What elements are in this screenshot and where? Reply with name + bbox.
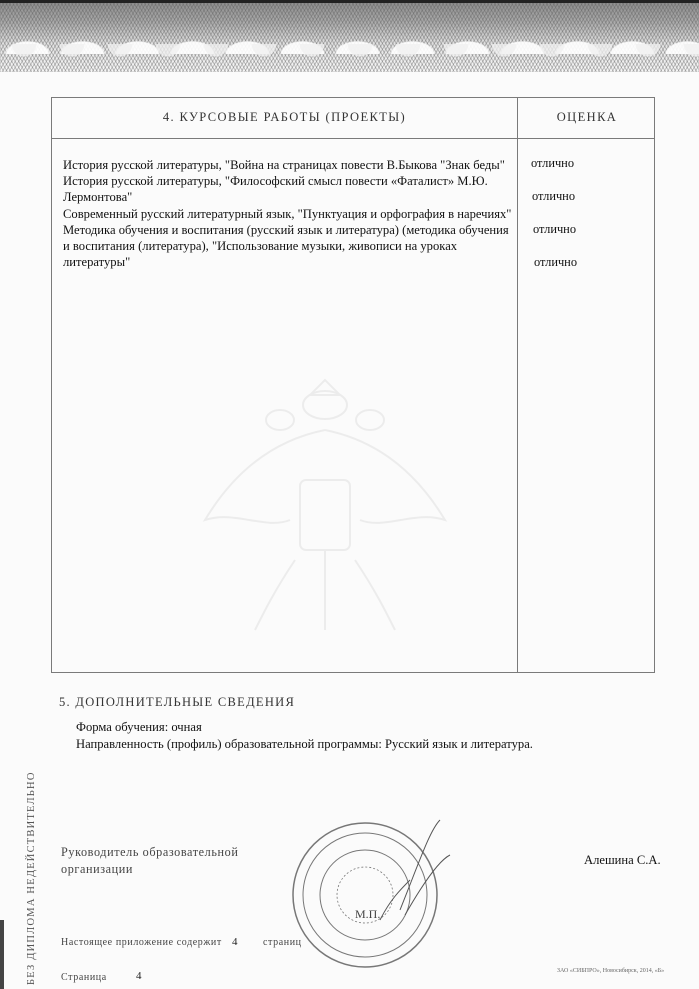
coursework-title: Методика обучения и воспитания (русский язык и литература) (методика обучения и воспитания (литература), "Использование музыки, живописи на уроках литературы" <box>63 222 509 270</box>
coursework-grade: отлично <box>531 156 575 170</box>
program-profile: Направленность (профиль) образовательной программы: Русский язык и литература. <box>76 737 533 751</box>
coursework-title: История русской литературы, "Философский смысл повести «Фаталист» М.Ю. Лермонтова" <box>63 174 488 205</box>
column-divider <box>517 98 518 672</box>
edge-shadow <box>0 920 4 989</box>
signatory-role-line2: организации <box>61 862 134 876</box>
pages-value: 4 <box>232 936 238 948</box>
coursework-title: История русской литературы, "Война на страницах повести В.Быкова "Знак беды" <box>63 158 505 172</box>
signatory-role-line1: Руководитель образовательной <box>61 845 239 859</box>
stamp-label: М.П. <box>355 907 381 921</box>
study-form: Форма обучения: очная <box>76 720 202 734</box>
additional-info-title: 5. ДОПОЛНИТЕЛЬНЫЕ СВЕДЕНИЯ <box>59 695 296 709</box>
pages-label: Настоящее приложение содержит <box>61 937 222 948</box>
printer-imprint: ЗАО «СИБПРО», Новосибирск, 2014, «Б» <box>557 968 665 974</box>
page-value: 4 <box>136 970 142 982</box>
header-divider <box>52 138 654 139</box>
page-label: Страница <box>61 972 107 983</box>
signatory-name: Алешина С.А. <box>584 853 661 867</box>
grade-header: ОЦЕНКА <box>556 110 618 124</box>
coursework-list <box>63 157 513 270</box>
pages-suffix: страниц <box>263 937 302 948</box>
coursework-header: 4. КУРСОВЫЕ РАБОТЫ (ПРОЕКТЫ) <box>162 110 407 124</box>
validity-notice: БЕЗ ДИПЛОМА НЕДЕЙСТВИТЕЛЬНО <box>26 771 37 985</box>
coursework-title: Современный русский литературный язык, "Пунктуация и орфография в наречиях" <box>63 206 512 221</box>
coursework-grade: отлично <box>532 189 576 203</box>
official-seal-icon <box>280 800 460 980</box>
coursework-grade: отлично <box>534 255 578 269</box>
security-pattern-wave <box>0 44 699 74</box>
coursework-grade: отлично <box>533 222 577 236</box>
